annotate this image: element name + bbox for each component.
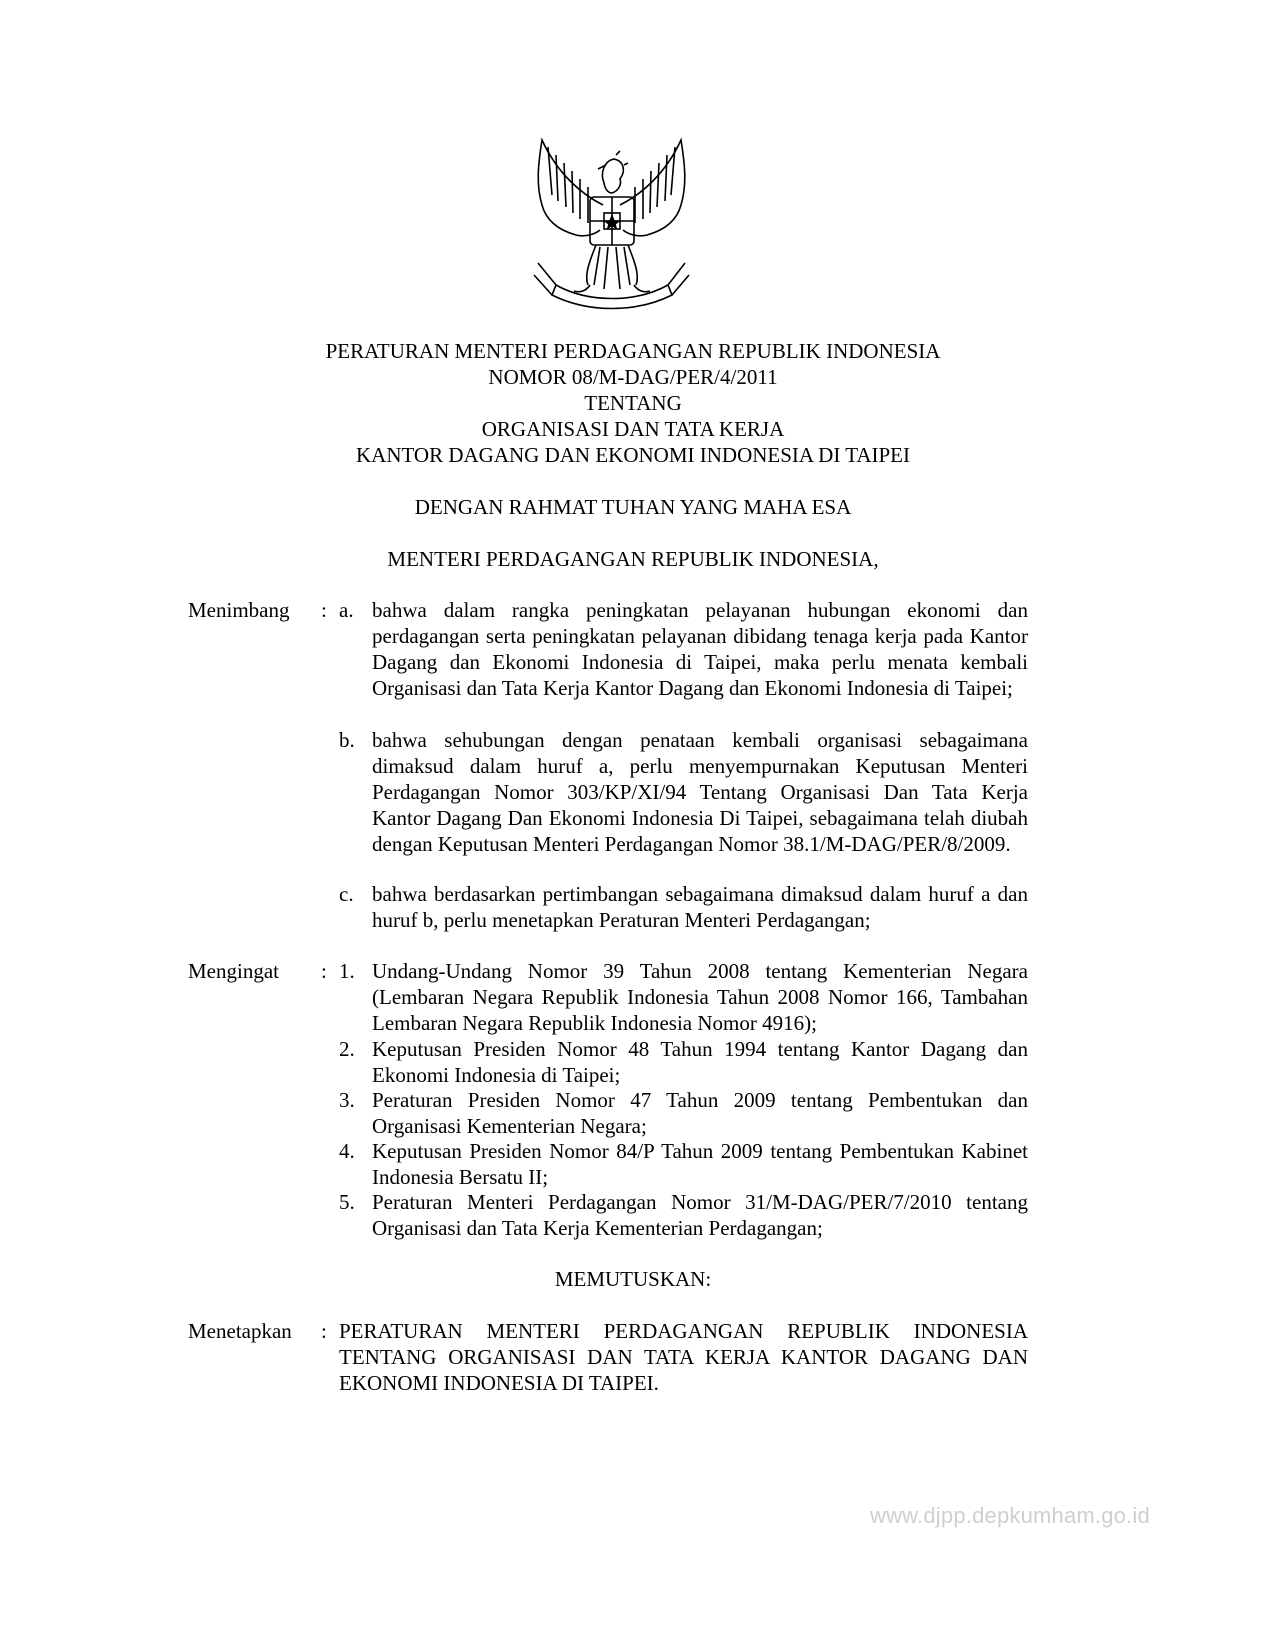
menimbang-colon: :: [321, 598, 327, 622]
title-line-4: ORGANISASI DAN TATA KERJA: [481, 417, 785, 441]
title-line-5: KANTOR DAGANG DAN EKONOMI INDONESIA DI TAIPEI: [355, 443, 910, 467]
mengingat-item-1: Undang-Undang Nomor 39 Tahun 2008 tentang Kementerian Negara (Lembaran Negara Republik Indonesia Tahun 2008 Nomor 166, Tambahan Lembaran Negara Republik Indonesia Nomor 4916);: [372, 959, 1028, 1035]
mengingat-item-2: Keputusan Presiden Nomor 48 Tahun 1994 tentang Kantor Dagang dan Ekonomi Indonesia di Taipei;: [372, 1037, 1028, 1087]
watermark: www.djpp.depkumham.go.id: [870, 1503, 1150, 1528]
document-title: [175, 338, 1091, 468]
menimbang-marker-b: b.: [339, 728, 355, 752]
menimbang-label: Menimbang: [188, 598, 290, 622]
title-line-2: NOMOR 08/M-DAG/PER/4/2011: [488, 365, 778, 389]
mengingat-marker-2: 2.: [339, 1037, 355, 1061]
menimbang-item-b: bahwa sehubungan dengan penataan kembali organisasi sebagaimana dimaksud dalam huruf a, perlu menyempurnakan Keputusan Menteri Perdagangan Nomor 303/KP/XI/94 Tentang Organisasi Dan Tata Kerja Kantor Dagang Dan Ekonomi Indonesia Di Taipei, sebagaimana telah diubah dengan Keputusan Menteri Perdagangan Nomor 38.1/M-DAG/PER/8/2009.: [372, 728, 1028, 856]
menetapkan-label: Menetapkan: [188, 1319, 292, 1343]
menimbang-item-c: bahwa berdasarkan pertimbangan sebagaimana dimaksud dalam huruf a dan huruf b, perlu menetapkan Peraturan Menteri Perdagangan;: [372, 882, 1028, 932]
mengingat-item-5: Peraturan Menteri Perdagangan Nomor 31/M-DAG/PER/7/2010 tentang Organisasi dan Tata Kerja Kementerian Perdagangan;: [372, 1190, 1028, 1240]
mengingat-item-3: Peraturan Presiden Nomor 47 Tahun 2009 tentang Pembentukan dan Organisasi Kementerian Negara;: [372, 1088, 1028, 1138]
mengingat-item-4: Keputusan Presiden Nomor 84/P Tahun 2009 tentang Pembentukan Kabinet Indonesia Bersatu II;: [372, 1139, 1028, 1189]
title-line-3: TENTANG: [584, 391, 682, 415]
mengingat-marker-3: 3.: [339, 1088, 355, 1112]
title-line-1: PERATURAN MENTERI PERDAGANGAN REPUBLIK INDONESIA: [325, 339, 941, 363]
menetapkan-colon: :: [321, 1319, 327, 1343]
minister-heading: MENTERI PERDAGANGAN REPUBLIK INDONESIA,: [387, 547, 879, 571]
garuda-emblem-icon: [528, 135, 695, 317]
menimbang-marker-c: c.: [339, 882, 354, 906]
menimbang-marker-a: a.: [339, 598, 354, 622]
mengingat-label: Mengingat: [188, 959, 279, 983]
memutuskan-heading: MEMUTUSKAN:: [554, 1267, 712, 1291]
mengingat-marker-4: 4.: [339, 1139, 355, 1163]
menetapkan-text: PERATURAN MENTERI PERDAGANGAN REPUBLIK INDONESIA TENTANG ORGANISASI DAN TATA KERJA KANTOR DAGANG DAN EKONOMI INDONESIA DI TAIPEI.: [339, 1319, 1028, 1395]
mengingat-marker-5: 5.: [339, 1190, 355, 1214]
mengingat-marker-1: 1.: [339, 959, 355, 983]
mengingat-colon: :: [321, 959, 327, 983]
preamble: DENGAN RAHMAT TUHAN YANG MAHA ESA: [414, 495, 852, 519]
menimbang-item-a: bahwa dalam rangka peningkatan pelayanan hubungan ekonomi dan perdagangan serta peningkatan pelayanan dibidang tenaga kerja pada Kantor Dagang dan Ekonomi Indonesia di Taipei, maka perlu menata kembali Organisasi dan Tata Kerja Kantor Dagang dan Ekonomi Indonesia di Taipei;: [372, 598, 1028, 700]
